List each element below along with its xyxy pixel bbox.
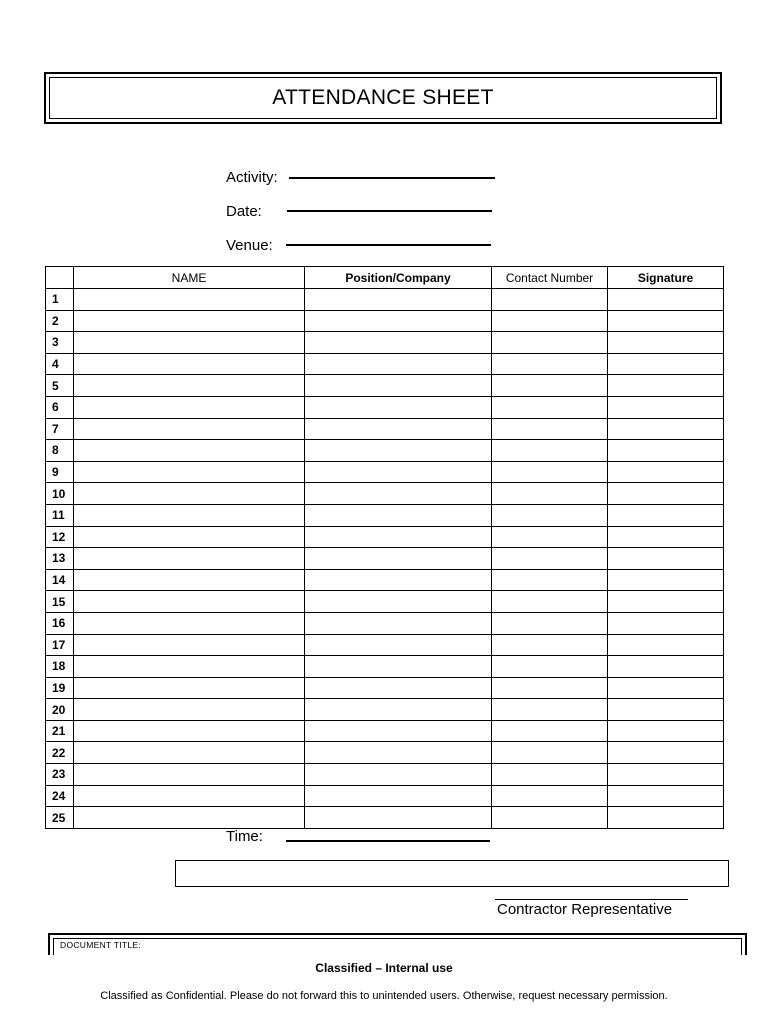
table-row xyxy=(46,440,724,462)
name-cell[interactable] xyxy=(74,548,305,570)
signature-cell[interactable] xyxy=(608,699,724,721)
row-number: 6 xyxy=(46,396,74,418)
signature-cell[interactable] xyxy=(608,764,724,786)
document-title-box xyxy=(48,933,747,955)
contact-number-cell[interactable] xyxy=(492,548,608,570)
row-number: 22 xyxy=(46,742,74,764)
venue-label: Venue: xyxy=(226,237,273,254)
contact-number-cell[interactable] xyxy=(492,289,608,311)
contact-number-cell[interactable] xyxy=(492,764,608,786)
contact-number-cell[interactable] xyxy=(492,591,608,613)
contact-number-cell[interactable] xyxy=(492,612,608,634)
contact-number-cell[interactable] xyxy=(492,742,608,764)
row-number: 18 xyxy=(46,656,74,678)
position-company-cell[interactable] xyxy=(305,634,492,656)
contact-number-cell[interactable] xyxy=(492,418,608,440)
date-field[interactable] xyxy=(287,210,492,212)
date-label: Date: xyxy=(226,203,262,220)
table-row xyxy=(46,375,724,397)
representative-name-box[interactable] xyxy=(175,860,729,887)
signature-line xyxy=(495,899,688,900)
contact-number-cell[interactable] xyxy=(492,526,608,548)
position-company-cell[interactable] xyxy=(305,310,492,332)
name-cell[interactable] xyxy=(74,310,305,332)
signature-cell[interactable] xyxy=(608,720,724,742)
row-number: 2 xyxy=(46,310,74,332)
signature-cell[interactable] xyxy=(608,310,724,332)
name-cell[interactable] xyxy=(74,677,305,699)
table-row xyxy=(46,764,724,786)
contact-number-cell[interactable] xyxy=(492,569,608,591)
table-row xyxy=(46,785,724,807)
position-company-cell[interactable] xyxy=(305,612,492,634)
signature-cell[interactable] xyxy=(608,396,724,418)
table-row xyxy=(46,720,724,742)
row-number: 20 xyxy=(46,699,74,721)
title-box xyxy=(44,72,722,124)
signature-cell[interactable] xyxy=(608,418,724,440)
name-cell[interactable] xyxy=(74,504,305,526)
activity-label: Activity: xyxy=(226,169,278,186)
name-cell[interactable] xyxy=(74,289,305,311)
venue-row xyxy=(226,232,273,254)
row-number: 15 xyxy=(46,591,74,613)
name-cell[interactable] xyxy=(74,591,305,613)
contact-number-cell[interactable] xyxy=(492,461,608,483)
row-number: 21 xyxy=(46,720,74,742)
row-number: 4 xyxy=(46,353,74,375)
position-company-cell[interactable] xyxy=(305,353,492,375)
header-name: NAME xyxy=(74,267,305,289)
signature-cell[interactable] xyxy=(608,569,724,591)
row-number: 10 xyxy=(46,483,74,505)
contact-number-cell[interactable] xyxy=(492,483,608,505)
signature-cell[interactable] xyxy=(608,483,724,505)
signature-cell[interactable] xyxy=(608,591,724,613)
signature-cell[interactable] xyxy=(608,289,724,311)
table-row xyxy=(46,353,724,375)
signature-cell[interactable] xyxy=(608,785,724,807)
position-company-cell[interactable] xyxy=(305,785,492,807)
position-company-cell[interactable] xyxy=(305,483,492,505)
contact-number-cell[interactable] xyxy=(492,440,608,462)
row-number: 5 xyxy=(46,375,74,397)
table-row xyxy=(46,332,724,354)
table-row xyxy=(46,526,724,548)
position-company-cell[interactable] xyxy=(305,440,492,462)
position-company-cell[interactable] xyxy=(305,418,492,440)
time-label: Time: xyxy=(226,828,263,845)
signature-cell[interactable] xyxy=(608,634,724,656)
position-company-cell[interactable] xyxy=(305,548,492,570)
contact-number-cell[interactable] xyxy=(492,332,608,354)
signature-cell[interactable] xyxy=(608,332,724,354)
name-cell[interactable] xyxy=(74,785,305,807)
name-cell[interactable] xyxy=(74,418,305,440)
activity-field[interactable] xyxy=(289,177,495,179)
table-row xyxy=(46,677,724,699)
table-row xyxy=(46,483,724,505)
row-number: 23 xyxy=(46,764,74,786)
name-cell[interactable] xyxy=(74,807,305,829)
table-row xyxy=(46,418,724,440)
position-company-cell[interactable] xyxy=(305,720,492,742)
row-number: 11 xyxy=(46,504,74,526)
contact-number-cell[interactable] xyxy=(492,504,608,526)
contact-number-cell[interactable] xyxy=(492,699,608,721)
name-cell[interactable] xyxy=(74,699,305,721)
table-row xyxy=(46,310,724,332)
signature-cell[interactable] xyxy=(608,504,724,526)
name-cell[interactable] xyxy=(74,332,305,354)
position-company-cell[interactable] xyxy=(305,396,492,418)
header-contact-number: Contact Number xyxy=(492,267,608,289)
signature-cell[interactable] xyxy=(608,526,724,548)
position-company-cell[interactable] xyxy=(305,526,492,548)
signature-cell[interactable] xyxy=(608,677,724,699)
table-row xyxy=(46,591,724,613)
contact-number-cell[interactable] xyxy=(492,656,608,678)
row-number: 12 xyxy=(46,526,74,548)
name-cell[interactable] xyxy=(74,612,305,634)
position-company-cell[interactable] xyxy=(305,569,492,591)
position-company-cell[interactable] xyxy=(305,677,492,699)
position-company-cell[interactable] xyxy=(305,375,492,397)
table-row xyxy=(46,656,724,678)
row-number: 13 xyxy=(46,548,74,570)
signature-cell[interactable] xyxy=(608,548,724,570)
confidentiality-notice: Classified as Confidential. Please do not forward this to unintended users. Otherwise, request necessary permission. xyxy=(100,990,668,1002)
row-number: 8 xyxy=(46,440,74,462)
table-header-row xyxy=(46,267,724,289)
table-row xyxy=(46,504,724,526)
position-company-cell[interactable] xyxy=(305,289,492,311)
position-company-cell[interactable] xyxy=(305,461,492,483)
header-signature: Signature xyxy=(608,267,724,289)
document-title-label: DOCUMENT TITLE: xyxy=(60,940,142,950)
contact-number-cell[interactable] xyxy=(492,634,608,656)
contact-number-cell[interactable] xyxy=(492,396,608,418)
name-cell[interactable] xyxy=(74,634,305,656)
name-cell[interactable] xyxy=(74,526,305,548)
position-company-cell[interactable] xyxy=(305,504,492,526)
header-position-company: Position/Company xyxy=(305,267,492,289)
row-number: 17 xyxy=(46,634,74,656)
attendance-table xyxy=(45,266,724,829)
table-row xyxy=(46,634,724,656)
name-cell[interactable] xyxy=(74,440,305,462)
table-row xyxy=(46,742,724,764)
table-row xyxy=(46,699,724,721)
position-company-cell[interactable] xyxy=(305,332,492,354)
name-cell[interactable] xyxy=(74,656,305,678)
contact-number-cell[interactable] xyxy=(492,353,608,375)
name-cell[interactable] xyxy=(74,461,305,483)
header-number xyxy=(46,267,74,289)
signature-cell[interactable] xyxy=(608,375,724,397)
row-number: 16 xyxy=(46,612,74,634)
signature-cell[interactable] xyxy=(608,461,724,483)
position-company-cell[interactable] xyxy=(305,764,492,786)
name-cell[interactable] xyxy=(74,396,305,418)
name-cell[interactable] xyxy=(74,742,305,764)
row-number: 3 xyxy=(46,332,74,354)
signature-cell[interactable] xyxy=(608,807,724,829)
signature-cell[interactable] xyxy=(608,440,724,462)
name-cell[interactable] xyxy=(74,483,305,505)
table-row xyxy=(46,461,724,483)
position-company-cell[interactable] xyxy=(305,699,492,721)
row-number: 9 xyxy=(46,461,74,483)
contact-number-cell[interactable] xyxy=(492,720,608,742)
row-number: 7 xyxy=(46,418,74,440)
position-company-cell[interactable] xyxy=(305,591,492,613)
time-field[interactable] xyxy=(286,840,490,842)
table-row xyxy=(46,569,724,591)
table-row xyxy=(46,807,724,829)
contact-number-cell[interactable] xyxy=(492,807,608,829)
page-title: ATTENDANCE SHEET xyxy=(49,77,717,119)
table-row xyxy=(46,548,724,570)
contact-number-cell[interactable] xyxy=(492,785,608,807)
signature-cell[interactable] xyxy=(608,353,724,375)
classification-label: Classified – Internal use xyxy=(315,961,453,975)
contact-number-cell[interactable] xyxy=(492,677,608,699)
contact-number-cell[interactable] xyxy=(492,310,608,332)
row-number: 14 xyxy=(46,569,74,591)
name-cell[interactable] xyxy=(74,375,305,397)
date-row xyxy=(226,198,262,220)
row-number: 19 xyxy=(46,677,74,699)
name-cell[interactable] xyxy=(74,353,305,375)
contact-number-cell[interactable] xyxy=(492,375,608,397)
position-company-cell[interactable] xyxy=(305,807,492,829)
table-row xyxy=(46,289,724,311)
signature-cell[interactable] xyxy=(608,612,724,634)
position-company-cell[interactable] xyxy=(305,742,492,764)
table-row xyxy=(46,612,724,634)
signature-cell[interactable] xyxy=(608,656,724,678)
signature-cell[interactable] xyxy=(608,742,724,764)
row-number: 24 xyxy=(46,785,74,807)
row-number: 25 xyxy=(46,807,74,829)
contractor-representative-label: Contractor Representative xyxy=(497,901,673,918)
name-cell[interactable] xyxy=(74,569,305,591)
venue-field[interactable] xyxy=(286,244,491,246)
name-cell[interactable] xyxy=(74,720,305,742)
name-cell[interactable] xyxy=(74,764,305,786)
table-row xyxy=(46,396,724,418)
position-company-cell[interactable] xyxy=(305,656,492,678)
row-number: 1 xyxy=(46,289,74,311)
activity-row xyxy=(226,164,278,186)
